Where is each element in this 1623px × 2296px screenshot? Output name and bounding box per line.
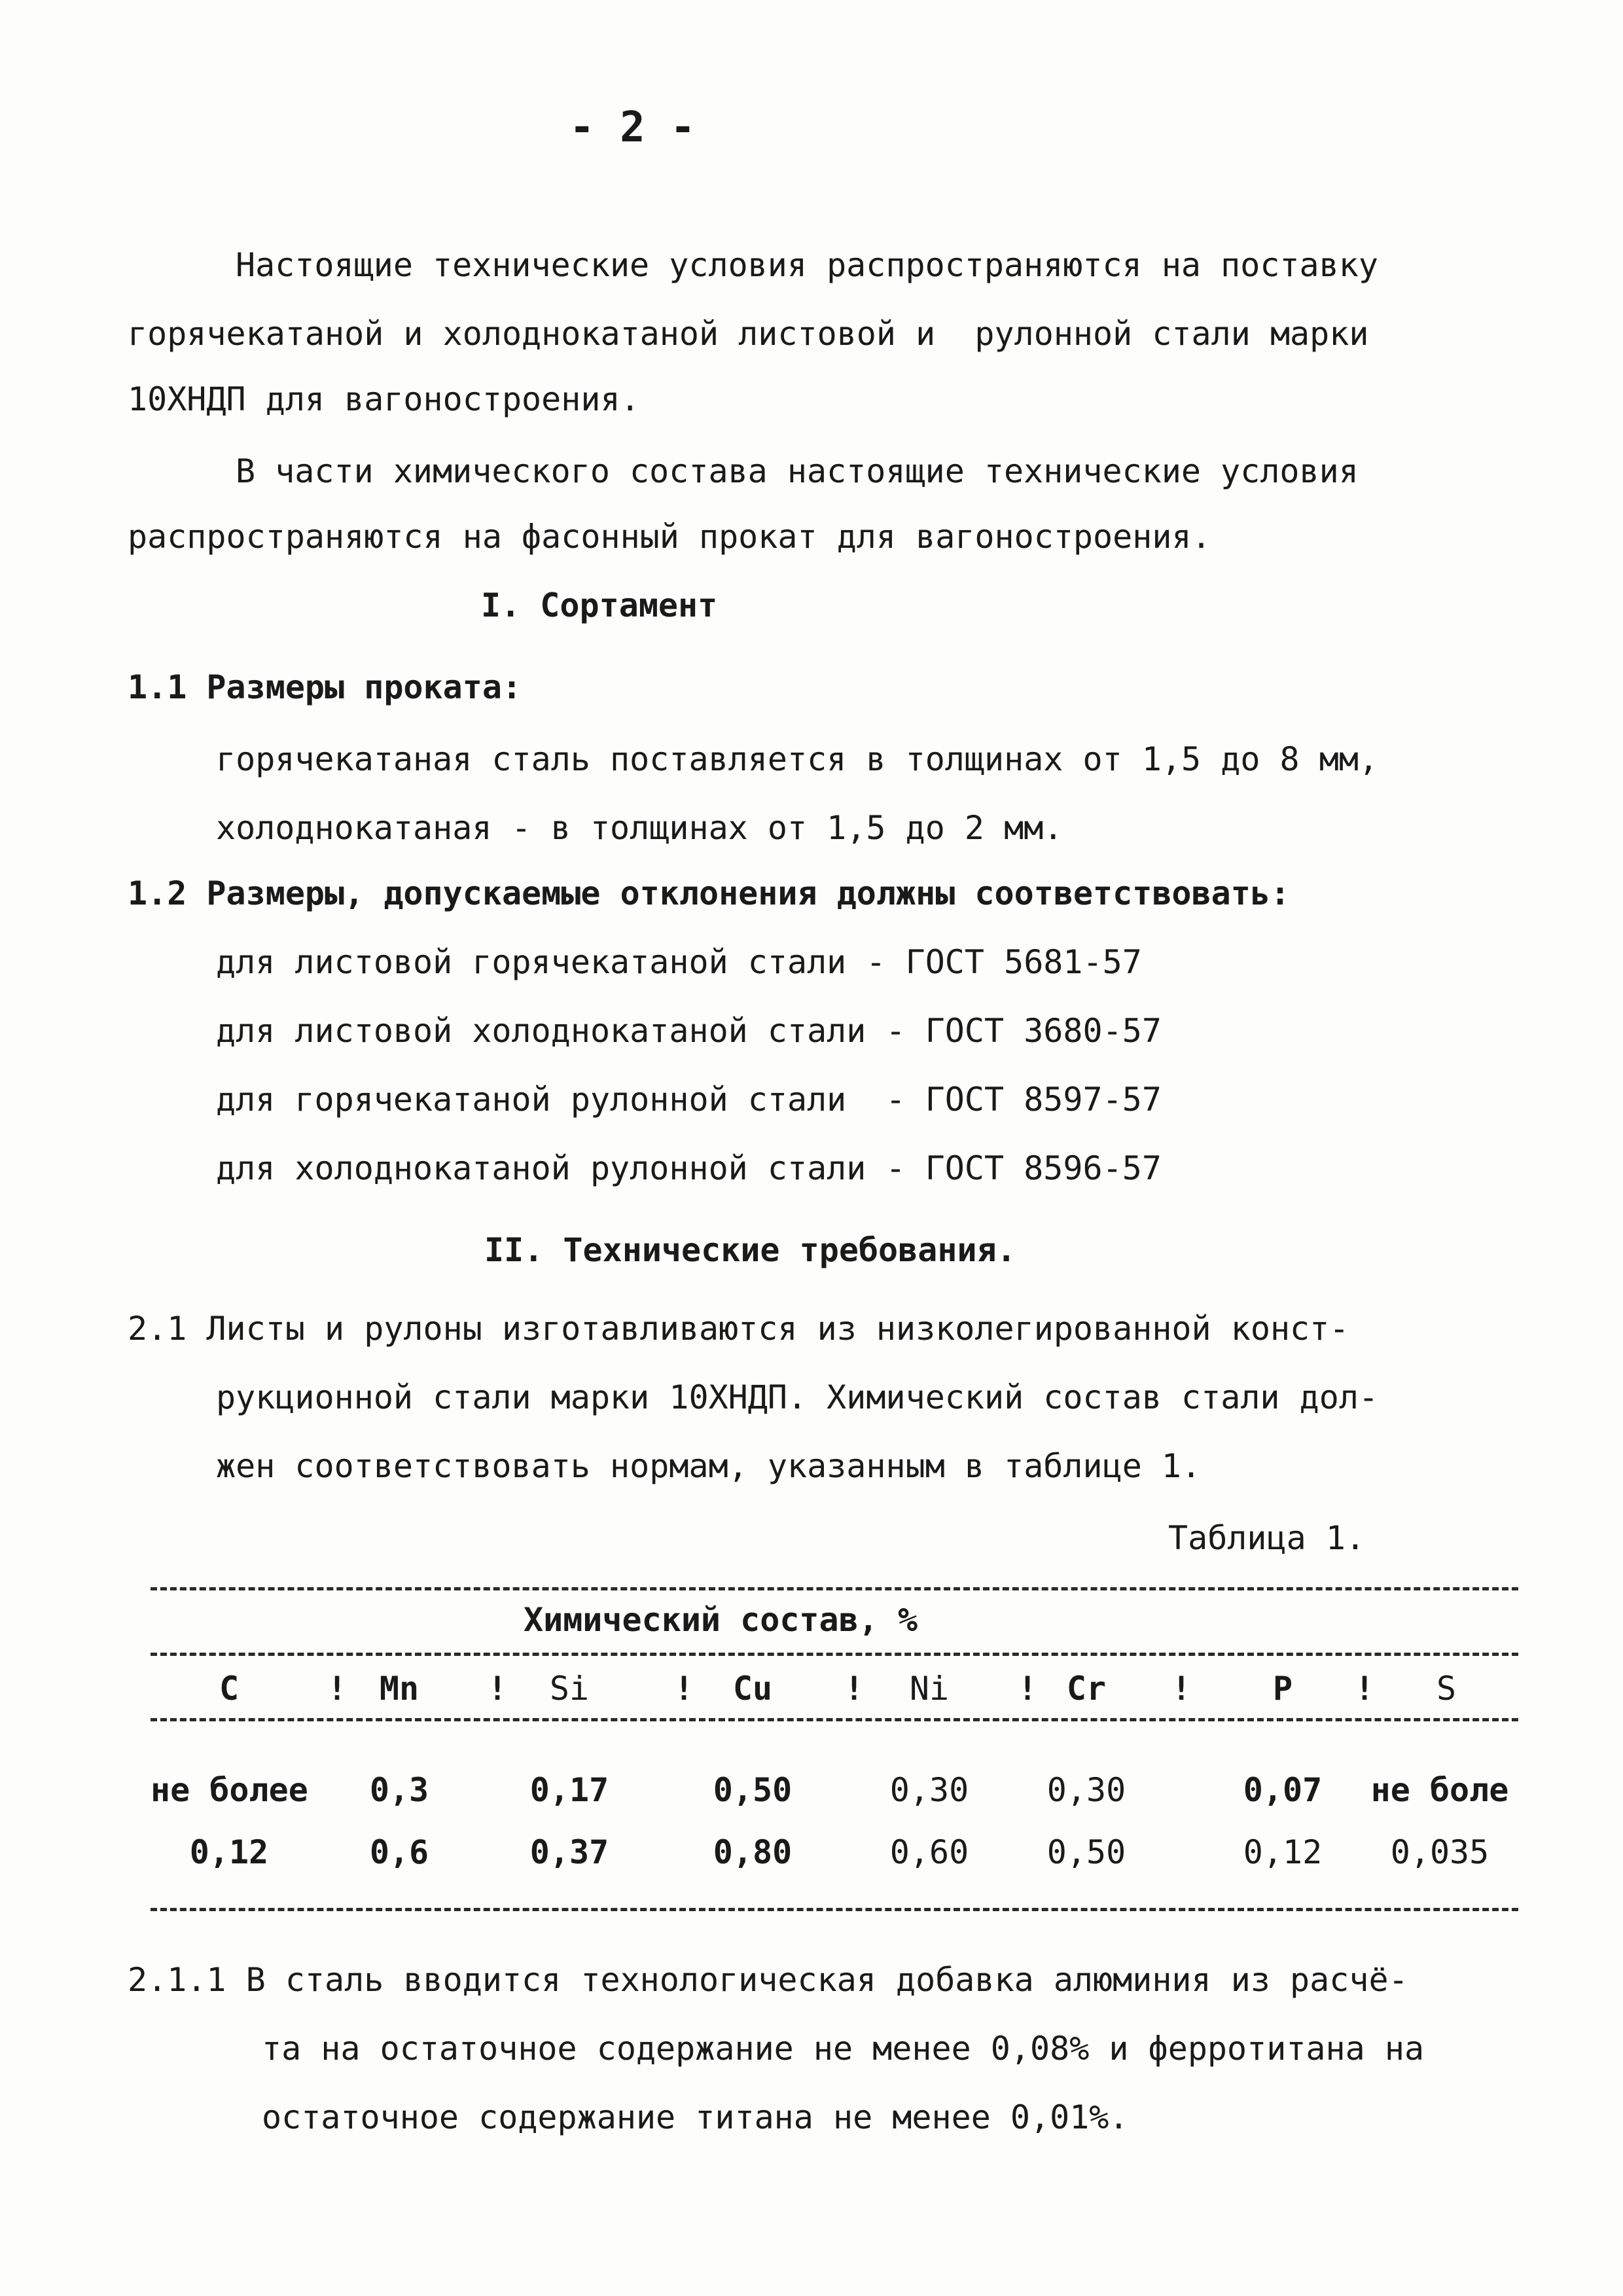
- intro-line-5: распространяются на фасонный прокат для вагоностроения.: [128, 518, 1211, 556]
- clause-2-1-line-3: жен соответствовать нормам, указанным в таблице 1.: [216, 1447, 1202, 1485]
- intro-line-4: В части химического состава настоящие технические условия: [236, 452, 1359, 490]
- column-header-mn: Mn: [379, 1670, 419, 1708]
- column-separator: !: [488, 1670, 508, 1708]
- table-cell-si-min: 0,17: [529, 1771, 609, 1809]
- clause-1-2-line-4: для холоднокатаной рулонной стали - ГОСТ 8596-57: [216, 1149, 1162, 1187]
- table-rule-top: [151, 1587, 1518, 1590]
- column-header-cu: Cu: [732, 1670, 773, 1708]
- table-cell-c-max: 0,12: [189, 1833, 269, 1871]
- section-2-title: II. Технические требования.: [484, 1231, 1016, 1269]
- clause-1-2-line-3: для горячекатаной рулонной стали - ГОСТ 8597-57: [216, 1081, 1162, 1119]
- table-cell-cr-max: 0,50: [1046, 1833, 1126, 1871]
- clause-2-1-line-2: рукционной стали марки 10ХНДП. Химический состав стали дол-: [216, 1378, 1379, 1416]
- intro-line-1: Настоящие технические условия распространяются на поставку: [236, 246, 1378, 284]
- table-rule-header: [151, 1653, 1518, 1656]
- column-separator: !: [844, 1670, 865, 1708]
- table-rule-columns: [151, 1718, 1518, 1721]
- table-cell-mn-min: 0,3: [369, 1771, 429, 1809]
- table-cell-cu-min: 0,50: [713, 1771, 793, 1809]
- table-cell-ni-min: 0,30: [889, 1771, 969, 1809]
- section-1-title: I. Сортамент: [481, 586, 718, 624]
- table-rule-bottom: [151, 1908, 1518, 1911]
- table-cell-mn-max: 0,6: [369, 1833, 429, 1871]
- column-header-s: S: [1436, 1670, 1457, 1708]
- table-cell-p-max: 0,12: [1243, 1833, 1323, 1871]
- column-separator: !: [674, 1670, 694, 1708]
- clause-2-1-1-line-3: остаточное содержание титана не менее 0,01%.: [262, 2098, 1129, 2136]
- column-header-c: C: [219, 1670, 240, 1708]
- column-header-cr: Cr: [1066, 1670, 1107, 1708]
- table-group-header: Химический состав, %: [524, 1601, 918, 1639]
- table-caption: Таблица 1.: [1168, 1519, 1366, 1557]
- column-separator: !: [1355, 1670, 1375, 1708]
- table-cell-s-min: не боле: [1370, 1771, 1509, 1809]
- table-cell-si-max: 0,37: [529, 1833, 609, 1871]
- clause-1-2-line-2: для листовой холоднокатаной стали - ГОСТ 3680-57: [216, 1012, 1162, 1050]
- table-cell-c-min: не более: [151, 1771, 308, 1809]
- intro-line-2: горячекатаной и холоднокатаной листовой и рулонной стали марки: [128, 315, 1369, 353]
- clause-1-1-line-1: горячекатаная сталь поставляется в толщинах от 1,5 до 8 мм,: [216, 740, 1379, 778]
- table-cell-s-max: 0,035: [1390, 1833, 1489, 1871]
- clause-2-1-1-line-2: та на остаточное содержание не менее 0,08% и ферротитана на: [262, 2030, 1425, 2068]
- column-header-si: Si: [549, 1670, 590, 1708]
- page-number: - 2 -: [569, 103, 696, 152]
- intro-line-3: 10ХНДП для вагоностроения.: [128, 380, 640, 418]
- column-separator: !: [1018, 1670, 1038, 1708]
- clause-2-1-1-line-1: 2.1.1 В сталь вводится технологическая добавка алюминия из расчё-: [128, 1961, 1408, 1999]
- table-cell-cu-max: 0,80: [713, 1833, 793, 1871]
- column-header-ni: Ni: [909, 1670, 950, 1708]
- table-cell-ni-max: 0,60: [889, 1833, 969, 1871]
- clause-2-1-line-1: 2.1 Листы и рулоны изготавливаются из низколегированной конст-: [128, 1310, 1349, 1348]
- table-cell-cr-min: 0,30: [1046, 1771, 1126, 1809]
- column-separator: !: [327, 1670, 348, 1708]
- clause-1-2-line-1: для листовой горячекатаной стали - ГОСТ 5681-57: [216, 943, 1142, 981]
- clause-1-1-line-2: холоднокатаная - в толщинах от 1,5 до 2 мм.: [216, 809, 1063, 847]
- clause-1-2-heading: 1.2 Размеры, допускаемые отклонения должны соответствовать:: [128, 874, 1291, 912]
- clause-1-1-heading: 1.1 Размеры проката:: [128, 668, 522, 706]
- column-header-p: P: [1272, 1670, 1293, 1708]
- column-separator: !: [1171, 1670, 1192, 1708]
- table-cell-p-min: 0,07: [1243, 1771, 1323, 1809]
